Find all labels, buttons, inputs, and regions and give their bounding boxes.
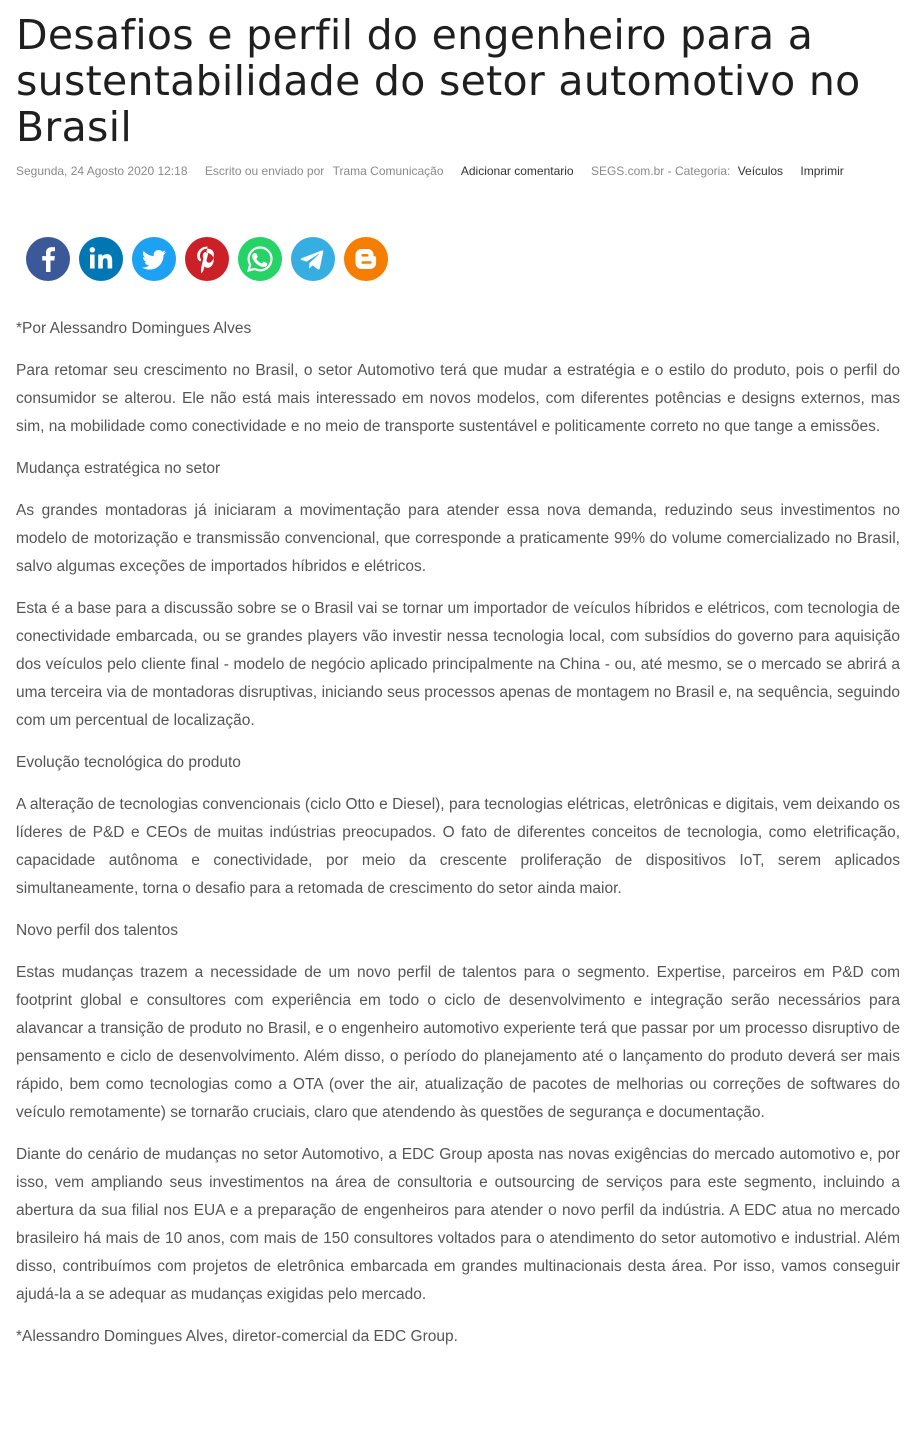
article-paragraph: As grandes montadoras já iniciaram a movimentação para atender essa nova demanda, reduzindo seus investimentos no modelo de motorização e transmissão convencional, que corresponde a praticamente 99% do volume comercializado no Brasil, salvo algumas exceções de importados híbridos e elétricos. (16, 502, 900, 575)
blogger-share-button[interactable] (344, 237, 388, 281)
section-heading: Mudança estratégica no setor (16, 460, 221, 477)
article-paragraph: Estas mudanças trazem a necessidade de um novo perfil de talentos para o segmento. Expertise, parceiros em P&D com footprint global e consultores com experiência em todo o ciclo de desenvolvimento e integração serão necessários para alavancar a transição de produto no Brasil, e o engenheiro automotivo experiente terá que passar por um processo disruptivo de pensamento e ciclo de desenvolvimento. Além disso, o período do planejamento até o lançamento do produto deverá ser mais rápido, bem como tecnologias como a OTA (over the air, atualização de pacotes de melhorias ou correções de softwares do veículo remotamente) se tornarão cruciais, claro que atendendo às questões de segurança e documentação. (16, 964, 900, 1121)
byline: *Por Alessandro Domingues Alves (16, 320, 252, 337)
article-title: Desafios e perfil do engenheiro para a sustentabilidade do setor automotivo no Brasil (16, 11, 861, 151)
article-body (16, 315, 900, 1351)
author-name: Trama Comunicação (332, 164, 444, 178)
linkedin-icon (79, 237, 123, 281)
whatsapp-icon (238, 237, 282, 281)
section-heading: Evolução tecnológica do produto (16, 754, 241, 771)
facebook-share-button[interactable] (26, 237, 70, 281)
category-link[interactable]: Veículos (737, 164, 784, 178)
telegram-share-button[interactable] (291, 237, 335, 281)
section-heading: Novo perfil dos talentos (16, 922, 178, 939)
linkedin-share-button[interactable] (79, 237, 123, 281)
facebook-icon (26, 237, 70, 281)
author-footnote: *Alessandro Domingues Alves, diretor-comercial da EDC Group. (16, 1328, 458, 1345)
twitter-icon (132, 237, 176, 281)
publish-date: Segunda, 24 Agosto 2020 12:18 (16, 164, 188, 178)
blogger-icon (344, 237, 388, 281)
written-by-label: Escrito ou enviado por (204, 164, 325, 178)
article-meta (16, 163, 900, 179)
telegram-icon (291, 237, 335, 281)
article-page (16, 0, 900, 1365)
article-paragraph: A alteração de tecnologias convencionais (ciclo Otto e Diesel), para tecnologias elétricas, eletrônicas e digitais, vem deixando os líderes de P&D e CEOs de muitas indústrias preocupados. O fato de diferentes conceitos de tecnologia, como eletrificação, capacidade autônoma e conectividade, por meio da crescente proliferação de dispositivos IoT, serem aplicados simultaneamente, torna o desafio para a retomada de crescimento do setor ainda maior. (16, 796, 900, 897)
pinterest-icon (185, 237, 229, 281)
article-paragraph: Diante do cenário de mudanças no setor Automotivo, a EDC Group aposta nas novas exigências do mercado automotivo e, por isso, vem ampliando seus investimentos na área de consultoria e outsourcing de serviços para este segmento, incluindo a abertura da sua filial nos EUA e a preparação de engenheiros para atender o novo perfil da indústria. A EDC atua no mercado brasileiro há mais de 10 anos, com mais de 150 consultores voltados para o atendimento do setor automotivo e industrial. Além disso, contribuímos com projetos de eletrônica embarcada em grandes multinacionais desta área. Por isso, vamos conseguir ajudá-la a se adequar as mudanças exigidas pelo mercado. (16, 1146, 900, 1303)
article-paragraph: Para retomar seu crescimento no Brasil, o setor Automotivo terá que mudar a estratégia e o estilo do produto, pois o perfil do consumidor se alterou. Ele não está mais interessado em novos modelos, com diferentes potências e designs externos, mas sim, na mobilidade como conectividade e no meio de transporte sustentável e politicamente correto no que tange a emissões. (16, 362, 900, 435)
whatsapp-share-button[interactable] (238, 237, 282, 281)
share-buttons (26, 237, 900, 281)
pinterest-share-button[interactable] (185, 237, 229, 281)
category-prefix: SEGS.com.br - Categoria: (590, 164, 731, 178)
add-comment-link[interactable]: Adicionar comentario (460, 164, 574, 178)
twitter-share-button[interactable] (132, 237, 176, 281)
print-link[interactable]: Imprimir (800, 164, 844, 178)
article-paragraph: Esta é a base para a discussão sobre se o Brasil vai se tornar um importador de veículos híbridos e elétricos, com tecnologia de conectividade embarcada, ou se grandes players vão investir nessa tecnologia local, com subsídios do governo para aquisição dos veículos pelo cliente final - modelo de negócio aplicado principalmente na China - ou, até mesmo, se o mercado se abrirá a uma terceira via de montadoras disruptivas, iniciando seus processos apenas de montagem no Brasil e, na sequência, seguindo com um percentual de localização. (16, 600, 900, 729)
